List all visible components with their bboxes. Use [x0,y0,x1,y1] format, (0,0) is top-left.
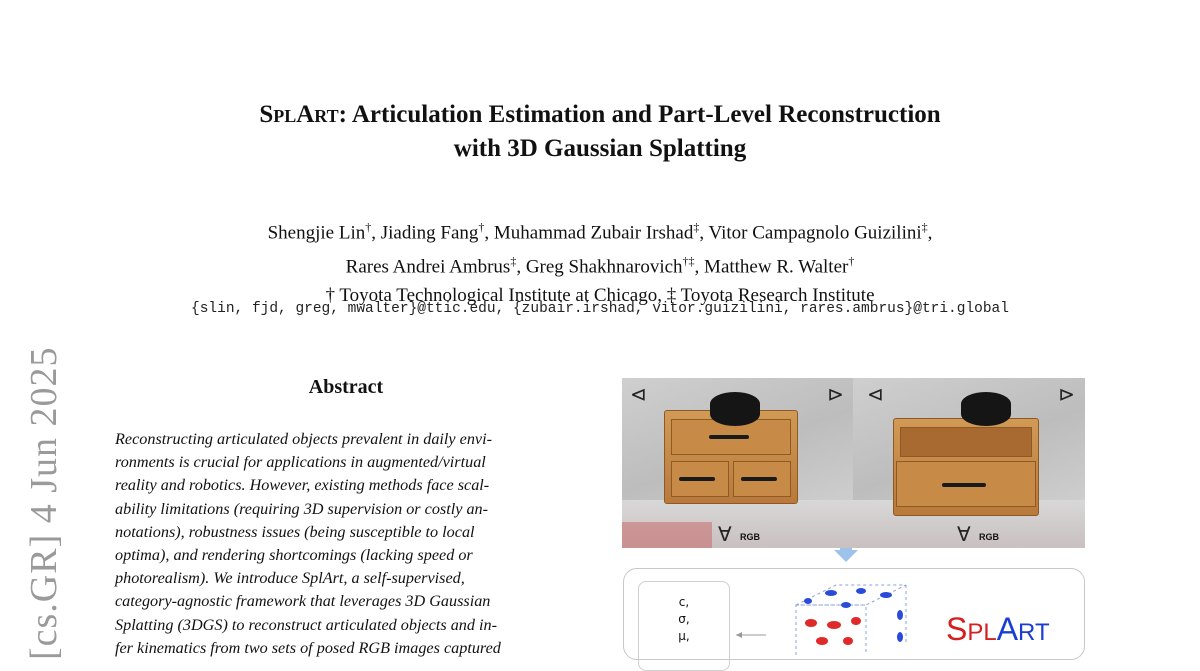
abstract-body [115,428,577,660]
drawer-handle [679,477,715,481]
gaussian-blue [804,598,812,604]
camera-icon: ⊳ [1058,382,1075,406]
author-mark: † [848,254,855,269]
camera-icon: ⊳ [827,382,844,406]
author-mark: ‡ [921,220,928,234]
tape-roll [710,392,760,426]
rgb-label: RGB [740,532,760,542]
logo-spl-big: S [946,611,968,647]
drawer-handle [942,483,986,487]
gaussian-blue [825,590,837,596]
abstract-line: ronments is crucial for applications in augmented/virtual [115,453,486,472]
author-name: Jiading Fang [380,222,479,244]
title-line-1-rest: : Articulation Estimation and Part-Level Reconstruction [338,101,941,128]
logo-art-small: RT [1018,619,1050,646]
author-name: Shengjie Lin [267,222,366,244]
gaussian-params-box [638,581,730,671]
camera-icon: ⊲ [867,382,884,406]
author-mark: ‡ [510,254,517,269]
red-mat [622,522,712,548]
abstract-line: Splatting (3DGS) to reconstruct articulated objects and in- [115,615,498,634]
arxiv-stamp: [cs.GR] 4 Jun 2025 [23,346,65,660]
drawer-cavity [900,427,1032,457]
abstract-line: category-agnostic framework that leverages 3D Gaussian [115,592,491,611]
author-name: Vitor Campagnolo Guizilini [708,222,922,244]
author-mark: †‡ [682,254,695,269]
abstract-heading: Abstract [308,376,384,398]
gaussian-blue [880,592,892,598]
logo-art [997,611,1050,647]
author-emails: {slin, fjd, greg, mwalter}@ttic.edu, {zubair.irshad, vitor.guizilini, rares.ambrus}@tri.global [191,301,1009,317]
camera-icon: ∀ [718,522,732,546]
title-line-1 [0,98,1200,132]
author-mark: ‡ [693,220,700,234]
dresser [893,418,1039,516]
logo-spl [946,611,997,647]
teaser-figure [622,378,1085,648]
param-color: c, [678,595,690,609]
abstract-line: reality and robotics. However, existing methods face scal- [115,476,490,495]
abstract-line: optima), and rendering shortcomings (lacking speed or [115,546,473,565]
camera-icon: ∀ [957,522,971,546]
gaussian-blue [856,588,866,594]
gaussian-red [851,617,861,625]
gaussian-red [816,637,828,645]
author-name: Muhammad Zubair Irshad [493,222,694,244]
gaussian-blue [897,610,903,620]
abstract-line: photorealism). We introduce SplArt, a self-supervised, [115,569,465,588]
author-mark: † [365,220,372,234]
author-line-1: Shengjie Lin†, Jiading Fang†, Muhammad Zubair Irshad‡, Vitor Campagnolo Guizilini‡, [267,220,933,244]
author-name: Rares Andrei Ambrus [345,256,511,278]
gaussian-blue [841,602,851,608]
gaussian-red [805,619,817,627]
abstract-line: Reconstructing articulated objects prevalent in daily envi- [115,430,493,448]
tape-roll [961,392,1011,426]
arrow-head-icon [736,632,742,638]
drawer-handle [741,477,777,481]
photo-closed-state [622,378,854,548]
param-mean: μ, [678,629,690,643]
abstract-line: ability limitations (requiring 3D supervision or costly an- [115,499,489,518]
gaussian-red [827,621,841,629]
author-name: Matthew R. Walter [704,256,849,278]
gaussian-red [843,637,853,645]
author-name: Greg Shakhnarovich [525,256,683,278]
gaussian-panel [623,568,1085,660]
author-mark: † [478,220,485,234]
param-opacity: σ, [678,612,690,626]
gaussian-blue [897,632,903,642]
camera-icon: ⊲ [630,382,647,406]
author-line-2: Rares Andrei Ambrus‡, Greg Shakhnarovich†‡, Matthew R. Walter† [345,254,855,278]
flow-arrow-icon [834,550,858,562]
splart-logo [946,611,1050,648]
affiliations: † Toyota Technological Institute at Chicago, ‡ Toyota Research Institute [325,284,875,306]
title-line-2: with 3D Gaussian Splatting [453,135,747,162]
drawer-handle [709,435,749,439]
paper-title [0,98,1200,166]
photo-open-state [853,378,1085,548]
logo-art-big: A [996,611,1019,647]
gaussian-cloud [736,575,936,655]
rgb-label: RGB [979,532,999,542]
title-brand: SplArt [259,101,339,128]
abstract-line: fer kinematics from two sets of posed RGB images captured [115,638,501,657]
logo-spl-small: PL [967,619,997,646]
author-block [0,213,1200,310]
abstract-line: notations), robustness issues (being susceptible to local [115,522,475,541]
